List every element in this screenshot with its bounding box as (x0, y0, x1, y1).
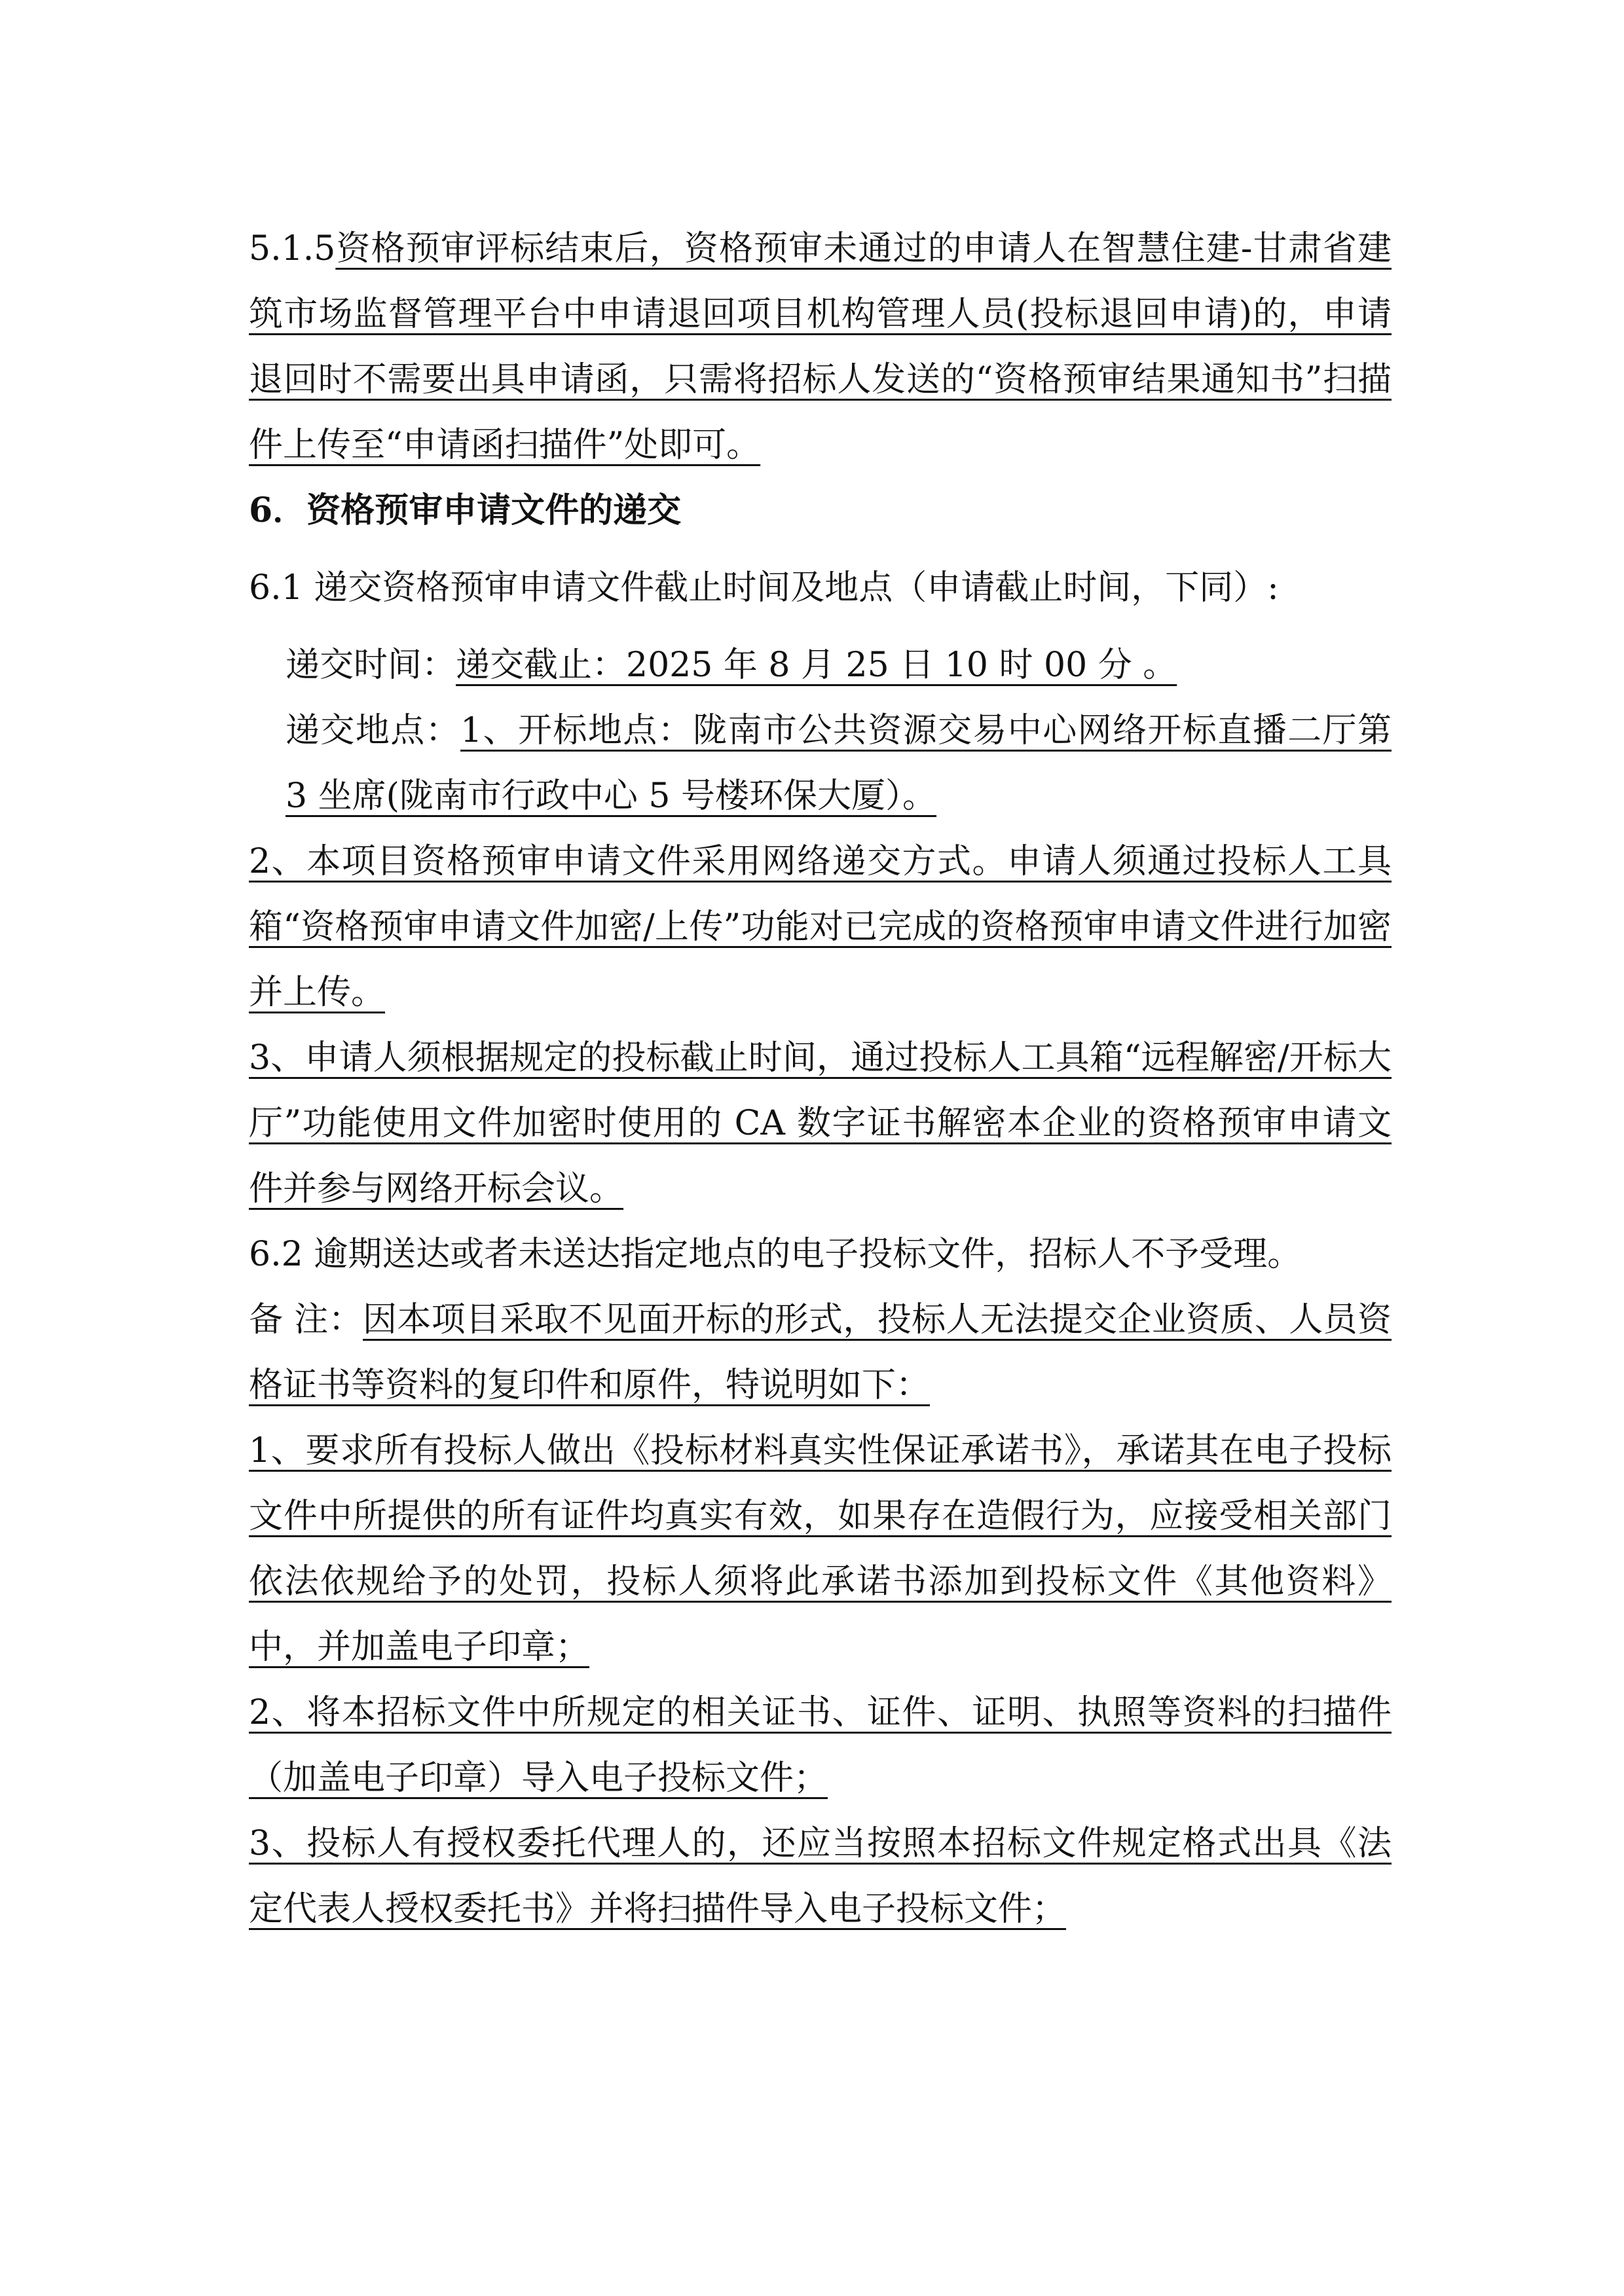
note-text: 因本项目采取不见面开标的形式，投标人无法提交企业资质、人员资格证书等资料的复印件和原件，特说明如下： (249, 1300, 1392, 1405)
paragraph-5-1-5 (249, 216, 1392, 478)
submit-place-value: 1、开标地点：陇南市公共资源交易中心网络开标直播二厅第 3 坐席(陇南市行政中心 5 号楼环保大厦）。 (286, 711, 1392, 816)
note-item-2: 2、将本招标文件中所规定的相关证书、证件、证明、执照等资料的扫描件（加盖电子印章）导入电子投标文件； (249, 1693, 1392, 1798)
note-label: 备 注： (249, 1300, 363, 1339)
submit-place-label: 递交地点： (286, 711, 461, 750)
submit-place-line (249, 698, 1392, 829)
submit-time-value: 递交截止：2025 年 8 月 25 日 10 时 00 分 。 (456, 646, 1177, 685)
section-number: 5.1.5 (249, 229, 336, 268)
submit-time-line (249, 632, 1392, 698)
submit-time-label: 递交时间： (286, 646, 456, 685)
note-item-3: 3、投标人有授权委托代理人的，还应当按照本招标文件规定格式出具《法定代表人授权委托书》并将扫描件导入电子投标文件； (249, 1824, 1392, 1929)
paragraph-6-2: 6.2 逾期送达或者未送达指定地点的电子投标文件，招标人不予受理。 (249, 1235, 1302, 1274)
section-heading-6: 6．资格预审申请文件的递交 (249, 490, 682, 530)
paragraph-item-2: 2、本项目资格预审申请文件采用网络递交方式。申请人须通过投标人工具箱“资格预审申请文件加密/上传”功能对已完成的资格预审申请文件进行加密并上传。 (249, 842, 1392, 1012)
paragraph-6-1: 6.1 递交资格预审申请文件截止时间及地点（申请截止时间，下同）: (249, 568, 1279, 608)
document-page (249, 216, 1392, 1942)
note-paragraph (249, 1287, 1392, 1418)
paragraph-item-3: 3、申请人须根据规定的投标截止时间，通过投标人工具箱“远程解密/开标大厅”功能使用文件加密时使用的 CA 数字证书解密本企业的资格预审申请文件并参与网络开标会议。 (249, 1038, 1392, 1209)
paragraph-text: 资格预审评标结束后，资格预审未通过的申请人在智慧住建-甘肃省建筑市场监督管理平台中申请退回项目机构管理人员(投标退回申请)的，申请退回时不需要出具申请函，只需将招标人发送的“资格预审结果通知书”扫描件上传至“申请函扫描件”处即可。 (249, 229, 1392, 465)
note-item-1: 1、要求所有投标人做出《投标材料真实性保证承诺书》，承诺其在电子投标文件中所提供的所有证件均真实有效，如果存在造假行为，应接受相关部门依法依规给予的处罚，投标人须将此承诺书添加到投标文件《其他资料》中，并加盖电子印章； (249, 1431, 1392, 1667)
